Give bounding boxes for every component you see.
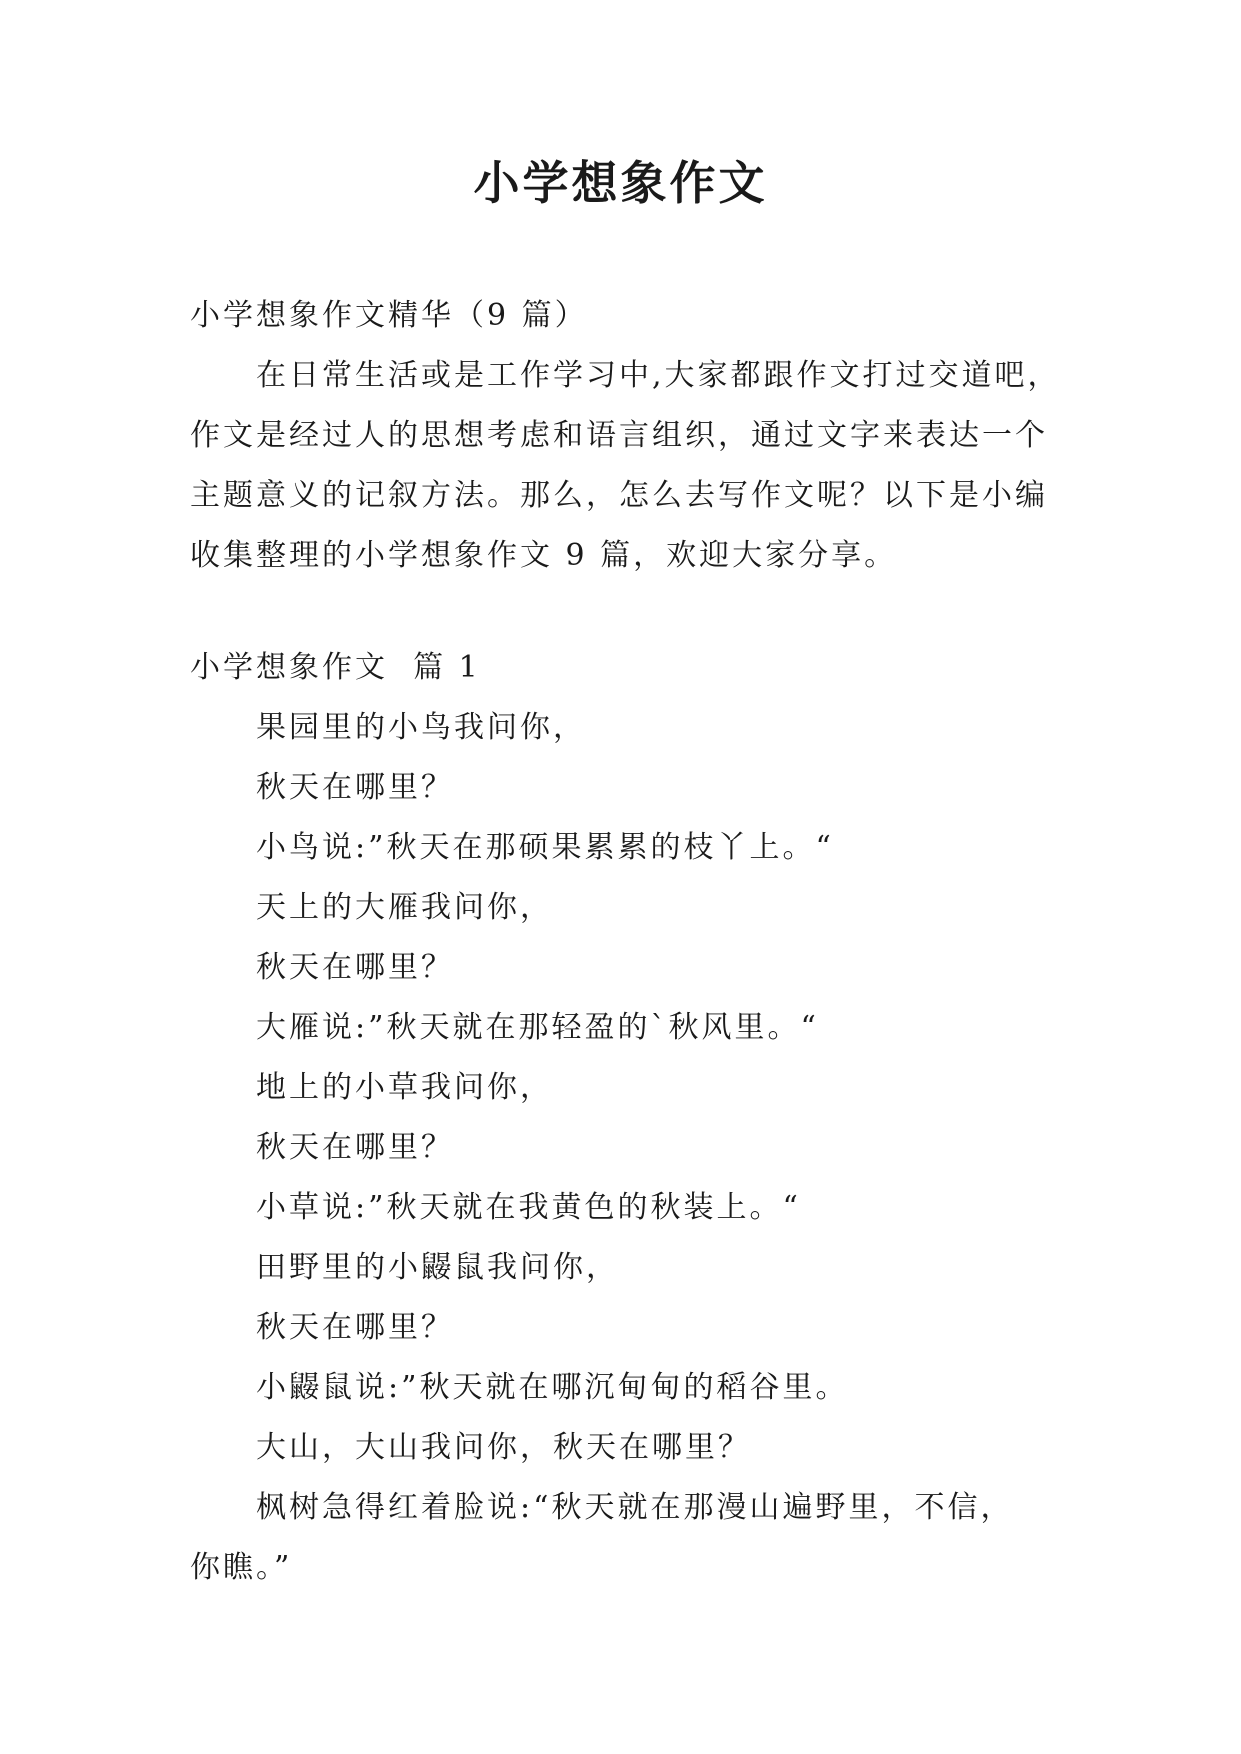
poem-line: 小鸟说:”秋天在那硕果累累的枝丫上。“ (256, 830, 834, 865)
poem-line: 秋天在哪里？ (256, 950, 454, 985)
intro-line: 主题意义的记叙方法。那么，怎么去写作文呢？以下是小编 (190, 478, 1048, 513)
poem-line: 大山，大山我问你，秋天在哪里？ (256, 1430, 751, 1465)
section1-heading: 小学想象作文 篇 1 (190, 650, 481, 685)
poem-line: 果园里的小鸟我问你， (256, 710, 586, 745)
poem-line: 天上的大雁我问你， (256, 890, 553, 925)
document-title: 小学想象作文 (473, 156, 768, 210)
section-spacer (190, 586, 1060, 638)
intro-line: 作文是经过人的思想考虑和语言组织，通过文字来表达一个 (190, 418, 1048, 453)
poem-line: 小鼹鼠说:”秋天就在哪沉甸甸的稻谷里。 (256, 1370, 849, 1405)
poem-line: 田野里的小鼹鼠我问你， (256, 1250, 619, 1285)
poem-line: 秋天在哪里？ (256, 1310, 454, 1345)
poem-line: 秋天在哪里？ (256, 1130, 454, 1165)
poem-line: 大雁说:”秋天就在那轻盈的`秋风里。“ (256, 1010, 819, 1045)
poem-line: 枫树急得红着脸说:“秋天就在那漫山遍野里，不信， (256, 1490, 1014, 1525)
poem-line: 秋天在哪里？ (256, 770, 454, 805)
poem-line-continuation: 你瞧。” (190, 1550, 293, 1585)
intro-line: 收集整理的小学想象作文 9 篇，欢迎大家分享。 (190, 538, 898, 573)
intro-heading: 小学想象作文精华（9 篇） (190, 298, 588, 333)
intro-line: 在日常生活或是工作学习中,大家都跟作文打过交道吧， (256, 358, 1061, 393)
document-body (190, 286, 1060, 1598)
poem-line: 小草说:”秋天就在我黄色的秋装上。“ (256, 1190, 801, 1225)
poem-line: 地上的小草我问你， (256, 1070, 553, 1105)
